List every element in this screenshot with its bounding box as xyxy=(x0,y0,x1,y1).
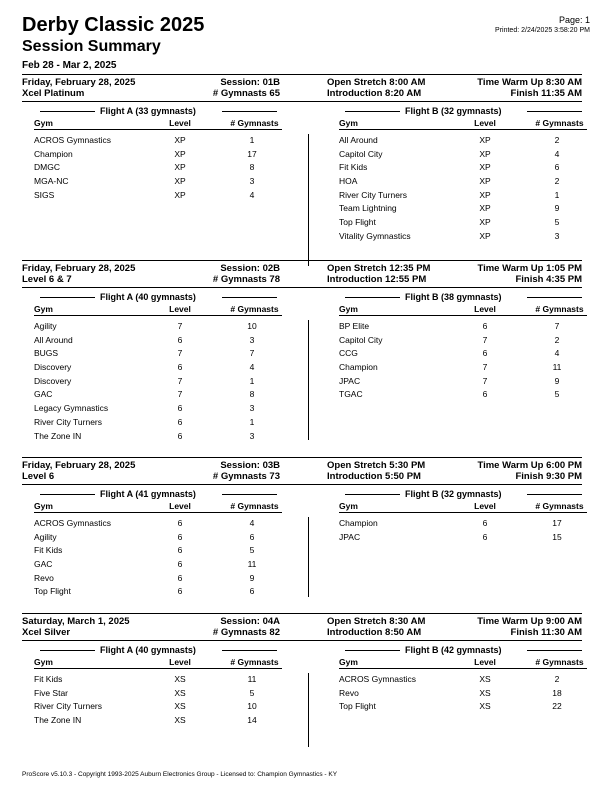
table-row xyxy=(22,688,282,702)
table-row xyxy=(22,403,282,417)
column-header-level: Level xyxy=(169,657,191,667)
gym-level: XP xyxy=(479,135,491,145)
gym-gymnast-count: 6 xyxy=(249,586,255,597)
flight-b-header-rule xyxy=(339,668,587,669)
session-level: Xcel Silver xyxy=(22,627,71,638)
column-header-level: Level xyxy=(169,304,191,314)
gym-level: 6 xyxy=(177,362,183,373)
gym-level: XP xyxy=(479,189,491,200)
column-header-level: Level xyxy=(169,501,191,511)
gym-level: XS xyxy=(479,687,491,698)
flight-a-title-rule-right xyxy=(222,494,277,495)
flight-b-header-rule xyxy=(339,315,587,316)
gym-gymnast-count: 6 xyxy=(249,531,255,542)
gym-gymnast-count: 10 xyxy=(247,701,257,712)
column-header-gymnasts: # Gymnasts xyxy=(230,118,279,128)
gym-name: BUGS xyxy=(34,348,59,359)
warm-up-time: Time Warm Up 6:00 PM xyxy=(477,460,582,471)
gym-gymnast-count: 4 xyxy=(554,148,560,159)
flight-b-title: Flight B (32 gymnasts) xyxy=(405,489,502,499)
gym-gymnast-count: 8 xyxy=(249,389,255,400)
flight-b-rows xyxy=(327,321,587,403)
gym-level: XP xyxy=(479,203,491,214)
session-level: Level 6 xyxy=(22,471,55,482)
gym-name: Fit Kids xyxy=(339,162,368,173)
flight-a-rows xyxy=(22,135,282,203)
table-row xyxy=(22,362,282,376)
session-date: Friday, February 28, 2025 xyxy=(22,263,136,274)
gym-name: The Zone IN xyxy=(34,430,82,441)
gym-name: SIGS xyxy=(34,189,55,200)
gym-level: XP xyxy=(174,148,186,159)
column-header-gymnasts: # Gymnasts xyxy=(230,304,279,314)
column-header-level: Level xyxy=(474,118,496,128)
gym-gymnast-count: 11 xyxy=(552,362,562,373)
gym-name: Top Flight xyxy=(339,701,376,712)
flight-a-title-rule-right xyxy=(222,650,277,651)
warm-up-time: Time Warm Up 8:30 AM xyxy=(477,77,582,88)
table-row xyxy=(327,389,587,403)
session-gymnast-count: # Gymnasts 65 xyxy=(212,88,280,99)
gym-name: JPAC xyxy=(339,375,361,386)
gym-name: Top Flight xyxy=(339,217,376,228)
table-row xyxy=(327,149,587,163)
table-row xyxy=(327,674,587,688)
flight-a-title: Flight A (33 gymnasts) xyxy=(100,106,196,116)
flight-a-header-rule xyxy=(34,512,282,513)
gym-gymnast-count: 6 xyxy=(554,162,560,173)
gym-level: 6 xyxy=(482,348,488,359)
gym-gymnast-count: 17 xyxy=(247,148,257,159)
gym-name: All Around xyxy=(34,334,73,345)
gym-level: XP xyxy=(174,189,186,200)
gym-name: Five Star xyxy=(34,687,69,698)
column-header-gym: Gym xyxy=(339,657,358,667)
gym-level: XP xyxy=(479,230,491,241)
gym-name: Capitol City xyxy=(339,148,383,159)
table-row xyxy=(327,217,587,231)
gym-gymnast-count: 5 xyxy=(249,687,255,698)
gym-name: Revo xyxy=(339,687,359,698)
gym-gymnast-count: 2 xyxy=(554,176,560,187)
gym-level: 6 xyxy=(177,531,183,542)
column-header-gym: Gym xyxy=(339,304,358,314)
gym-name: Champion xyxy=(339,362,378,373)
column-header-gymnasts: # Gymnasts xyxy=(230,657,279,667)
flight-b-title-rule-right xyxy=(527,494,582,495)
table-row xyxy=(327,518,587,532)
table-row xyxy=(327,231,587,245)
introduction-time: Introduction 8:20 AM xyxy=(327,88,422,99)
flight-a-title: Flight A (40 gymnasts) xyxy=(100,292,196,302)
flight-a-title: Flight A (40 gymnasts) xyxy=(100,645,196,655)
gym-name: Champion xyxy=(339,518,378,528)
table-row xyxy=(327,176,587,190)
flight-b-header-rule xyxy=(339,129,587,130)
table-row xyxy=(22,335,282,349)
flight-b-rows xyxy=(327,674,587,715)
gym-name: Champion xyxy=(34,148,73,159)
table-row xyxy=(22,674,282,688)
table-row xyxy=(327,190,587,204)
gym-gymnast-count: 3 xyxy=(249,176,255,187)
flight-a-rows xyxy=(22,518,282,600)
column-header-gymnasts: # Gymnasts xyxy=(535,118,584,128)
gym-gymnast-count: 7 xyxy=(249,348,255,359)
open-stretch-time: Open Stretch 12:35 PM xyxy=(327,263,431,274)
meet-dates: Feb 28 - Mar 2, 2025 xyxy=(22,60,117,71)
gym-name: MGA-NC xyxy=(34,176,69,187)
flight-a-rows xyxy=(22,321,282,444)
session-gymnast-count: # Gymnasts 73 xyxy=(212,471,280,482)
flight-a-title-rule-right xyxy=(222,111,277,112)
gym-gymnast-count: 17 xyxy=(552,518,562,528)
footer-copyright: ProScore v5.10.3 - Copyright 1993-2025 Auburn Electronics Group - Licensed to: Champion Gymnastics - KY xyxy=(22,771,338,778)
gym-level: 6 xyxy=(482,518,488,528)
gym-level: 6 xyxy=(482,531,488,542)
gym-gymnast-count: 1 xyxy=(249,416,255,427)
column-header-gymnasts: # Gymnasts xyxy=(230,501,279,511)
gym-level: XS xyxy=(174,687,186,698)
introduction-time: Introduction 12:55 PM xyxy=(327,274,427,285)
gym-gymnast-count: 3 xyxy=(249,403,255,414)
session-number: Session: 03B xyxy=(220,460,280,471)
gym-level: 7 xyxy=(482,375,488,386)
gym-gymnast-count: 4 xyxy=(249,362,255,373)
session-date: Friday, February 28, 2025 xyxy=(22,460,136,471)
gym-gymnast-count: 3 xyxy=(249,334,255,345)
column-header-level: Level xyxy=(474,304,496,314)
warm-up-time: Time Warm Up 9:00 AM xyxy=(477,616,582,627)
gym-name: CCG xyxy=(339,348,358,359)
gym-gymnast-count: 5 xyxy=(554,217,560,228)
introduction-time: Introduction 8:50 AM xyxy=(327,627,422,638)
gym-gymnast-count: 2 xyxy=(554,334,560,345)
open-stretch-time: Open Stretch 5:30 PM xyxy=(327,460,426,471)
session-level: Xcel Platinum xyxy=(22,88,85,99)
gym-gymnast-count: 9 xyxy=(554,203,560,214)
gym-level: XP xyxy=(174,135,186,145)
flight-a-title-rule-left xyxy=(40,111,95,112)
table-row xyxy=(327,203,587,217)
table-row xyxy=(327,688,587,702)
table-row xyxy=(327,348,587,362)
gym-level: XP xyxy=(174,176,186,187)
page-number: Page: 1 xyxy=(558,15,590,25)
gym-level: XP xyxy=(174,162,186,173)
table-row xyxy=(22,376,282,390)
finish-time: Finish 4:35 PM xyxy=(515,274,582,285)
gym-gymnast-count: 7 xyxy=(554,321,560,331)
table-row xyxy=(327,321,587,335)
table-row xyxy=(22,321,282,335)
column-header-gym: Gym xyxy=(34,657,53,667)
flight-b-title: Flight B (32 gymnasts) xyxy=(405,106,502,116)
gym-name: River City Turners xyxy=(34,416,103,427)
gym-name: ACROS Gymnastics xyxy=(339,674,416,684)
session-number: Session: 04A xyxy=(220,616,280,627)
gym-level: XS xyxy=(174,674,186,684)
gym-gymnast-count: 3 xyxy=(249,430,255,441)
table-row xyxy=(327,532,587,546)
gym-level: 6 xyxy=(177,430,183,441)
table-row xyxy=(22,545,282,559)
table-row xyxy=(327,162,587,176)
table-row xyxy=(22,573,282,587)
session-block xyxy=(22,457,584,597)
gym-level: XP xyxy=(479,217,491,228)
gym-level: 7 xyxy=(482,362,488,373)
column-header-gym: Gym xyxy=(339,501,358,511)
gym-name: Discovery xyxy=(34,375,72,386)
gym-level: XP xyxy=(479,162,491,173)
column-header-gym: Gym xyxy=(339,118,358,128)
table-row xyxy=(22,190,282,204)
flight-a-rows xyxy=(22,674,282,729)
table-row xyxy=(22,518,282,532)
flight-a-header-rule xyxy=(34,129,282,130)
gym-name: Agility xyxy=(34,531,57,542)
meet-title: Derby Classic 2025 xyxy=(22,14,205,36)
gym-gymnast-count: 4 xyxy=(554,348,560,359)
session-header xyxy=(22,74,582,102)
gym-name: River City Turners xyxy=(339,189,408,200)
flight-divider xyxy=(308,673,309,747)
column-header-gym: Gym xyxy=(34,304,53,314)
gym-level: 6 xyxy=(177,416,183,427)
flight-a-title-rule-right xyxy=(222,297,277,298)
warm-up-time: Time Warm Up 1:05 PM xyxy=(477,263,582,274)
table-row xyxy=(22,586,282,600)
column-header-level: Level xyxy=(474,501,496,511)
flight-b-title-rule-right xyxy=(527,297,582,298)
open-stretch-time: Open Stretch 8:30 AM xyxy=(327,616,426,627)
table-row xyxy=(22,348,282,362)
gym-name: ACROS Gymnastics xyxy=(34,135,111,145)
session-date: Saturday, March 1, 2025 xyxy=(22,616,130,627)
gym-name: HOA xyxy=(339,176,358,187)
table-row xyxy=(22,431,282,445)
session-level: Level 6 & 7 xyxy=(22,274,72,285)
gym-name: Fit Kids xyxy=(34,674,63,684)
report-subtitle: Session Summary xyxy=(22,38,161,55)
gym-level: XS xyxy=(174,715,186,726)
gym-gymnast-count: 4 xyxy=(249,189,255,200)
flight-a-title-rule-left xyxy=(40,297,95,298)
gym-gymnast-count: 5 xyxy=(249,545,255,556)
flight-b-title-rule-left xyxy=(345,297,400,298)
gym-level: XP xyxy=(479,148,491,159)
gym-name: TGAC xyxy=(339,389,363,400)
table-row xyxy=(22,176,282,190)
table-row xyxy=(22,389,282,403)
flight-b-title: Flight B (42 gymnasts) xyxy=(405,645,502,655)
column-header-level: Level xyxy=(474,657,496,667)
column-header-gym: Gym xyxy=(34,501,53,511)
finish-time: Finish 11:30 AM xyxy=(510,627,582,638)
gym-gymnast-count: 1 xyxy=(249,135,255,145)
table-row xyxy=(327,701,587,715)
flight-b-title-rule-left xyxy=(345,494,400,495)
gym-gymnast-count: 22 xyxy=(552,701,562,712)
table-row xyxy=(327,335,587,349)
gym-level: 6 xyxy=(482,389,488,400)
gym-level: XS xyxy=(479,701,491,712)
flight-divider xyxy=(308,517,309,597)
printed-timestamp: Printed: 2/24/2025 3:58:20 PM xyxy=(495,27,590,34)
flight-a-title-rule-left xyxy=(40,494,95,495)
gym-name: Capitol City xyxy=(339,334,383,345)
gym-name: Fit Kids xyxy=(34,545,63,556)
gym-gymnast-count: 4 xyxy=(249,518,255,528)
gym-level: 6 xyxy=(177,403,183,414)
gym-name: Team Lightning xyxy=(339,203,397,214)
flight-b-title-rule-right xyxy=(527,111,582,112)
gym-level: XS xyxy=(479,674,491,684)
gym-gymnast-count: 15 xyxy=(552,531,562,542)
finish-time: Finish 11:35 AM xyxy=(510,88,582,99)
gym-name: Discovery xyxy=(34,362,72,373)
flight-a-header-rule xyxy=(34,668,282,669)
gym-level: 7 xyxy=(177,375,183,386)
gym-name: River City Turners xyxy=(34,701,103,712)
flight-a-title: Flight A (41 gymnasts) xyxy=(100,489,196,499)
column-header-gym: Gym xyxy=(34,118,53,128)
session-number: Session: 01B xyxy=(220,77,280,88)
gym-name: Revo xyxy=(34,572,54,583)
table-row xyxy=(327,376,587,390)
flight-divider xyxy=(308,134,309,266)
table-row xyxy=(22,701,282,715)
gym-level: 7 xyxy=(177,348,183,359)
flight-b-title-rule-right xyxy=(527,650,582,651)
gym-gymnast-count: 1 xyxy=(554,189,560,200)
gym-gymnast-count: 2 xyxy=(554,674,560,684)
session-date: Friday, February 28, 2025 xyxy=(22,77,136,88)
gym-gymnast-count: 14 xyxy=(247,715,257,726)
gym-gymnast-count: 5 xyxy=(554,389,560,400)
gym-gymnast-count: 18 xyxy=(552,687,562,698)
session-header xyxy=(22,457,582,485)
gym-name: DMGC xyxy=(34,162,60,173)
session-block xyxy=(22,260,584,441)
gym-name: Legacy Gymnastics xyxy=(34,403,109,414)
session-header xyxy=(22,260,582,288)
gym-level: 6 xyxy=(177,572,183,583)
gym-gymnast-count: 2 xyxy=(554,135,560,145)
gym-name: BP Elite xyxy=(339,321,370,331)
column-header-gymnasts: # Gymnasts xyxy=(535,304,584,314)
flight-b-header-rule xyxy=(339,512,587,513)
introduction-time: Introduction 5:50 PM xyxy=(327,471,421,482)
table-row xyxy=(327,135,587,149)
flight-b-rows xyxy=(327,518,587,545)
finish-time: Finish 9:30 PM xyxy=(515,471,582,482)
gym-level: XP xyxy=(479,176,491,187)
gym-level: 7 xyxy=(177,389,183,400)
gym-level: 7 xyxy=(482,334,488,345)
gym-gymnast-count: 8 xyxy=(249,162,255,173)
session-block xyxy=(22,74,584,241)
gym-gymnast-count: 11 xyxy=(247,674,257,684)
gym-name: Vitality Gymnastics xyxy=(339,230,411,241)
table-row xyxy=(22,532,282,546)
table-row xyxy=(22,715,282,729)
column-header-gymnasts: # Gymnasts xyxy=(535,501,584,511)
table-row xyxy=(22,135,282,149)
column-header-level: Level xyxy=(169,118,191,128)
gym-level: 6 xyxy=(177,545,183,556)
gym-level: 7 xyxy=(177,321,183,331)
gym-name: GAC xyxy=(34,389,53,400)
gym-level: 6 xyxy=(177,559,183,570)
table-row xyxy=(22,417,282,431)
gym-level: 6 xyxy=(177,518,183,528)
column-header-gymnasts: # Gymnasts xyxy=(535,657,584,667)
gym-level: 6 xyxy=(482,321,488,331)
open-stretch-time: Open Stretch 8:00 AM xyxy=(327,77,426,88)
flight-b-title-rule-left xyxy=(345,111,400,112)
flight-a-title-rule-left xyxy=(40,650,95,651)
flight-b-rows xyxy=(327,135,587,245)
gym-name: The Zone IN xyxy=(34,715,82,726)
session-number: Session: 02B xyxy=(220,263,280,274)
gym-gymnast-count: 9 xyxy=(249,572,255,583)
table-row xyxy=(22,149,282,163)
gym-name: All Around xyxy=(339,135,378,145)
gym-gymnast-count: 9 xyxy=(554,375,560,386)
flight-divider xyxy=(308,320,309,440)
table-row xyxy=(22,162,282,176)
gym-name: JPAC xyxy=(339,531,361,542)
session-gymnast-count: # Gymnasts 82 xyxy=(212,627,280,638)
session-gymnast-count: # Gymnasts 78 xyxy=(212,274,280,285)
gym-level: XS xyxy=(174,701,186,712)
gym-name: Top Flight xyxy=(34,586,71,597)
gym-name: GAC xyxy=(34,559,53,570)
gym-gymnast-count: 11 xyxy=(247,559,257,570)
table-row xyxy=(327,362,587,376)
session-block xyxy=(22,613,584,726)
flight-b-title-rule-left xyxy=(345,650,400,651)
flight-b-title: Flight B (38 gymnasts) xyxy=(405,292,502,302)
gym-gymnast-count: 1 xyxy=(249,375,255,386)
gym-level: 6 xyxy=(177,334,183,345)
gym-name: ACROS Gymnastics xyxy=(34,518,111,528)
gym-gymnast-count: 10 xyxy=(247,321,257,331)
gym-name: Agility xyxy=(34,321,57,331)
session-header xyxy=(22,613,582,641)
flight-a-header-rule xyxy=(34,315,282,316)
gym-level: 6 xyxy=(177,586,183,597)
gym-gymnast-count: 3 xyxy=(554,230,560,241)
table-row xyxy=(22,559,282,573)
